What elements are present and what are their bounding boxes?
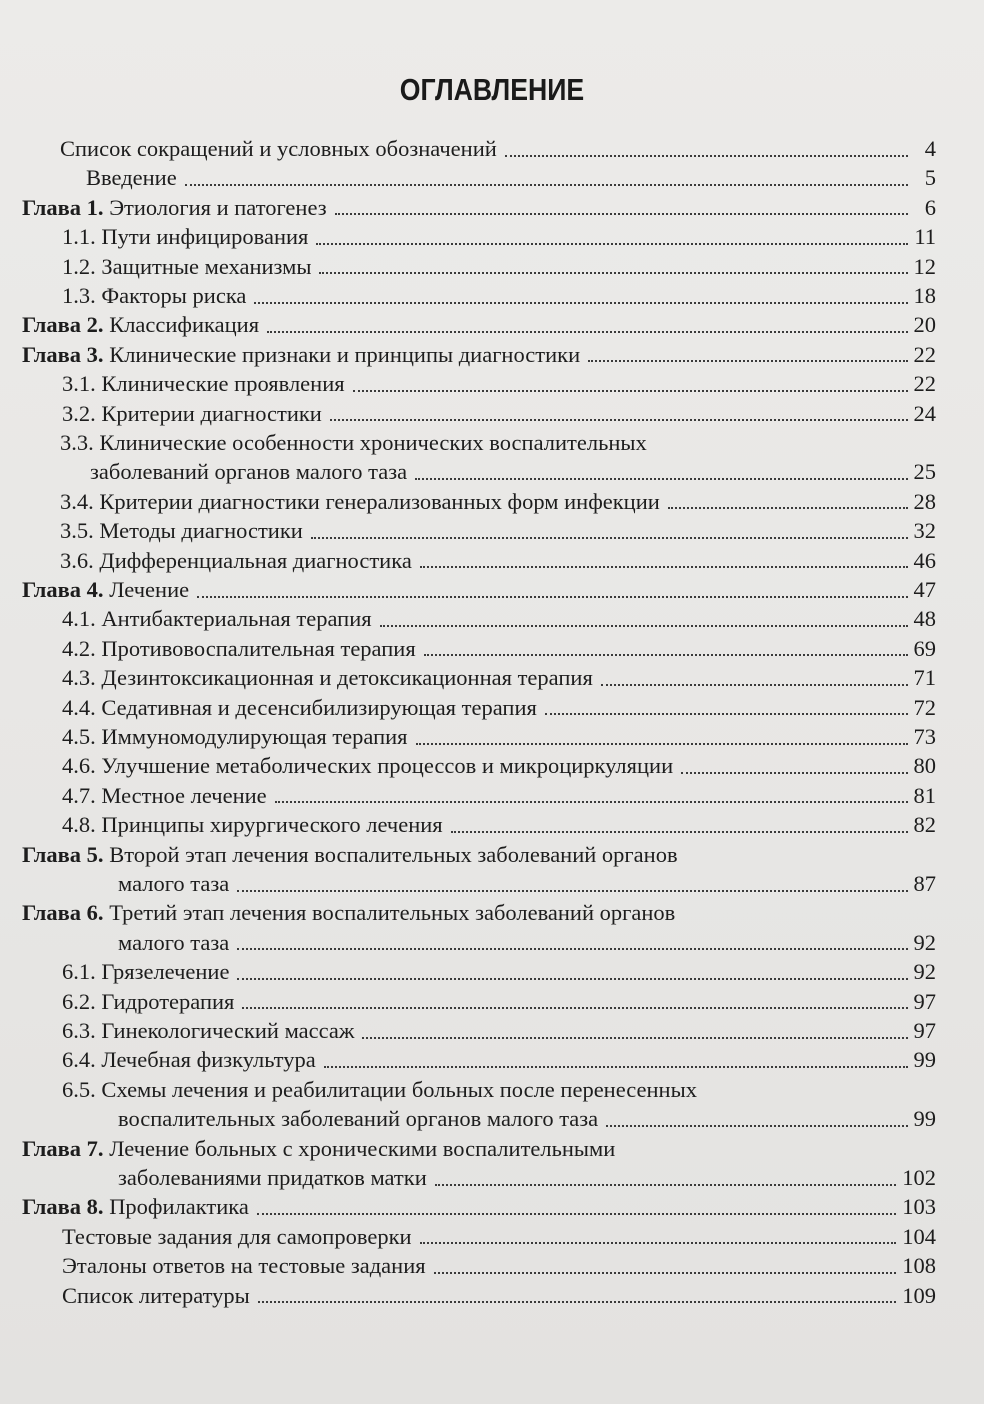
dot-leader [362, 1037, 907, 1039]
toc-entry [60, 487, 936, 517]
toc-entry [62, 957, 936, 987]
toc-entry [86, 163, 936, 193]
page-number: 4 [924, 136, 936, 161]
toc-entry-text: 6.3. Гинекологический массаж [62, 1018, 355, 1043]
toc-entry-text: 3.4. Критерии диагностики генерализованных форм инфекции [60, 488, 660, 514]
toc-entry [62, 1222, 936, 1252]
page-number: 99 [913, 1047, 936, 1073]
toc-entry [62, 222, 936, 252]
toc-entry-text: Тестовые задания для самопроверки [62, 1223, 412, 1249]
page-number: 87 [913, 871, 936, 896]
dot-leader [275, 801, 908, 803]
page-number: 11 [914, 224, 936, 250]
toc-entry [62, 399, 936, 429]
toc-entry-text: 4.1. Антибактериальная терапия [62, 606, 372, 632]
toc-entry [62, 1045, 936, 1075]
chapter-label: Глава 6. [22, 900, 104, 926]
toc-entry-title: заболеваниями придатков матки [118, 1165, 427, 1190]
toc-entry-title: заболеваний органов малого таза [90, 459, 408, 485]
page-number: 22 [913, 371, 936, 397]
toc-entry-title [62, 987, 234, 1017]
chapter-label: Глава 1. [22, 194, 104, 220]
dot-leader [197, 596, 907, 598]
dot-leader [353, 390, 908, 392]
toc-entry-title [62, 810, 443, 840]
toc-entry-title [60, 516, 303, 546]
toc-entry-title [62, 693, 537, 723]
page-number: 109 [902, 1282, 936, 1308]
page-number: 20 [913, 312, 936, 338]
dot-leader [335, 213, 908, 215]
dot-leader [681, 772, 907, 774]
toc-entry-text: 4.7. Местное лечение [62, 782, 267, 808]
chapter-label: Глава 2. [22, 312, 104, 338]
toc-entry-title [62, 1281, 250, 1311]
dot-leader [316, 243, 908, 245]
dot-leader [424, 654, 908, 656]
toc-entry-title [22, 575, 189, 605]
dot-leader [267, 331, 907, 333]
toc-entry-text: Этиология и патогенез [103, 194, 327, 220]
toc-entry-title [60, 487, 660, 517]
toc-entry-text: 3.6. Дифференциальная диагностика [60, 547, 412, 573]
toc-entry-title [62, 1016, 354, 1046]
page-number: 73 [913, 724, 936, 749]
toc-entry-text: 6.2. Гидротерапия [62, 988, 235, 1014]
toc-entry-title [22, 193, 327, 223]
dot-leader [324, 1066, 908, 1068]
page-number: 102 [902, 1165, 936, 1190]
dot-leader [451, 831, 908, 833]
toc-entry-title [62, 722, 408, 752]
page-number: 81 [913, 782, 936, 808]
toc-entry [22, 340, 936, 370]
toc-entry-text: Список литературы [62, 1282, 250, 1308]
dot-leader [237, 890, 907, 892]
toc-entry [60, 516, 936, 546]
page-number: 108 [902, 1253, 936, 1279]
dot-leader [257, 1213, 896, 1215]
toc-entry [118, 1163, 936, 1193]
dot-leader [601, 684, 908, 686]
dot-leader [606, 1125, 907, 1127]
dot-leader [242, 1007, 907, 1009]
toc-entry-title [22, 1192, 249, 1222]
toc-entry-text: Лечение больных с хроническими воспалительными [103, 1135, 616, 1161]
toc-entry [62, 693, 936, 723]
toc-entry-text: Второй этап лечения воспалительных заболеваний органов [103, 841, 678, 867]
toc-entry [62, 369, 936, 399]
toc-entry-text: 4.2. Противовоспалительная терапия [62, 635, 416, 661]
page-number: 12 [913, 253, 936, 279]
toc-entry [62, 252, 936, 282]
toc-entry [22, 310, 936, 340]
toc-entry [62, 810, 936, 840]
toc-entry [118, 1104, 936, 1134]
toc-entry-line [62, 1075, 697, 1105]
page-number: 18 [913, 283, 936, 308]
toc-entry-title [62, 369, 345, 399]
dot-leader [505, 155, 908, 157]
toc-entry-text: 3.1. Клинические проявления [62, 371, 345, 397]
toc-entry-title [22, 340, 580, 370]
toc-entry [118, 928, 936, 958]
toc-entry-title [86, 163, 177, 193]
toc-entry [62, 634, 936, 664]
dot-leader [258, 1301, 896, 1303]
page-number: 103 [902, 1194, 936, 1220]
toc-entry-text: 6.4. Лечебная физкультура [62, 1047, 316, 1073]
chapter-label: Глава 4. [22, 577, 104, 602]
page-title: ОГЛАВЛЕНИЕ [399, 72, 585, 107]
toc-entry [62, 1251, 936, 1281]
toc-entry-text: Эталоны ответов на тестовые задания [62, 1253, 426, 1279]
toc-entry [118, 869, 936, 899]
toc-entry-title [62, 751, 673, 781]
dot-leader [254, 302, 907, 304]
toc-entry-text: Введение [86, 165, 177, 191]
toc-entry-title [62, 252, 311, 282]
chapter-label: Глава 5. [22, 841, 104, 867]
chapter-label: Глава 3. [22, 341, 104, 367]
toc-entry-title: малого таза [118, 929, 230, 955]
toc-entry-line [60, 428, 647, 458]
toc-entry-text: Классификация [103, 312, 260, 338]
toc-entry-title [62, 1045, 316, 1075]
toc-entry-title [62, 604, 372, 634]
dot-leader [380, 625, 908, 627]
page-number: 46 [913, 547, 936, 573]
toc-entry-title [60, 134, 497, 164]
page-number: 48 [913, 606, 936, 632]
page-number: 97 [913, 988, 936, 1014]
toc-entry-text: 1.2. Защитные механизмы [62, 253, 312, 279]
toc-entry-title [62, 634, 416, 664]
page-number: 92 [913, 929, 936, 955]
page-number: 47 [913, 577, 936, 602]
toc-entry [62, 781, 936, 811]
page-number: 5 [924, 165, 936, 191]
toc-entry [62, 663, 936, 693]
toc-entry [62, 722, 936, 752]
dot-leader [545, 713, 908, 715]
dot-leader [588, 360, 907, 362]
toc-entry-title [62, 1222, 412, 1252]
toc-entry-line [22, 840, 678, 870]
page-number: 97 [913, 1018, 936, 1043]
toc-entry [60, 134, 936, 164]
toc-entry-title: малого таза [118, 871, 230, 896]
toc-entry [22, 193, 936, 223]
dot-leader [185, 184, 908, 186]
toc-entry-text: 3.5. Методы диагностики [60, 518, 303, 544]
toc-entry-text: Список сокращений и условных обозначений [60, 136, 497, 161]
toc-entry-text: 4.5. Иммуномодулирующая терапия [62, 724, 408, 749]
page-number: 25 [913, 459, 936, 485]
chapter-label: Глава 8. [22, 1194, 104, 1220]
dot-leader [435, 1184, 897, 1186]
toc-entry [62, 281, 936, 311]
chapter-label: Глава 7. [22, 1135, 104, 1161]
page-number: 92 [913, 959, 936, 985]
toc-entry-title [22, 310, 259, 340]
toc-entry [90, 457, 936, 487]
page-number: 24 [913, 400, 936, 426]
dot-leader [434, 1272, 897, 1274]
toc-entry-text: 1.3. Факторы риска [62, 283, 247, 308]
page-number: 22 [913, 341, 936, 367]
toc-entry-text: 4.3. Дезинтоксикационная и детоксикационная терапия [62, 665, 593, 691]
toc-entry-text: 4.4. Седативная и десенсибилизирующая терапия [62, 694, 537, 720]
toc-entry [22, 575, 936, 605]
toc-entry-line [22, 1134, 615, 1164]
page-number: 82 [913, 812, 936, 838]
dot-leader [668, 507, 908, 509]
page-number: 28 [913, 488, 936, 514]
page-number: 104 [902, 1223, 936, 1249]
dot-leader [319, 272, 907, 274]
toc-entry-text: 4.8. Принципы хирургического лечения [62, 812, 443, 838]
toc-entry [62, 987, 936, 1017]
toc-entry-title [62, 781, 267, 811]
dot-leader [415, 478, 907, 480]
dot-leader [237, 948, 907, 950]
page-number: 72 [913, 694, 936, 720]
toc-entry-title [60, 546, 412, 576]
toc-entry [22, 1192, 936, 1222]
toc-entry-title: воспалительных заболеваний органов малого таза [118, 1106, 599, 1132]
dot-leader [420, 1242, 897, 1244]
page-number: 6 [924, 194, 936, 220]
page-number: 69 [913, 635, 936, 661]
toc-entry [62, 1016, 936, 1046]
toc-entry-text: Третий этап лечения воспалительных заболеваний органов [103, 900, 676, 926]
toc-entry-text: Профилактика [103, 1194, 249, 1220]
dot-leader [237, 978, 907, 980]
dot-leader [416, 743, 908, 745]
toc-entry-text: 3.3. Клинические особенности хронических воспалительных [60, 430, 647, 455]
page-number: 32 [913, 518, 936, 544]
toc-entry [62, 1281, 936, 1311]
toc-entry-title [62, 222, 308, 252]
toc-entry-text: 6.5. Схемы лечения и реабилитации больных после перенесенных [62, 1076, 697, 1102]
toc-entry-line [22, 898, 675, 928]
toc-entry-text: 1.1. Пути инфицирования [62, 224, 309, 250]
toc-entry-title [62, 399, 322, 429]
toc-entry-title [62, 663, 593, 693]
dot-leader [330, 419, 908, 421]
toc-entry-title [62, 957, 229, 987]
toc-entry [62, 604, 936, 634]
toc-entry-text: Лечение [103, 577, 190, 602]
page-number: 71 [913, 665, 936, 691]
toc-entry-text: 4.6. Улучшение метаболических процессов и микроциркуляции [62, 753, 674, 779]
toc-entry [60, 546, 936, 576]
toc-entry-title [62, 1251, 426, 1281]
toc-entry [62, 751, 936, 781]
dot-leader [311, 537, 908, 539]
page-number: 80 [913, 753, 936, 779]
toc-entry-title [62, 281, 246, 311]
toc-entry-text: 6.1. Грязелечение [62, 959, 230, 985]
toc-entry-text: Клинические признаки и принципы диагностики [103, 341, 581, 367]
toc-entry-text: 3.2. Критерии диагностики [62, 400, 322, 426]
page-number: 99 [913, 1106, 936, 1132]
dot-leader [420, 566, 908, 568]
